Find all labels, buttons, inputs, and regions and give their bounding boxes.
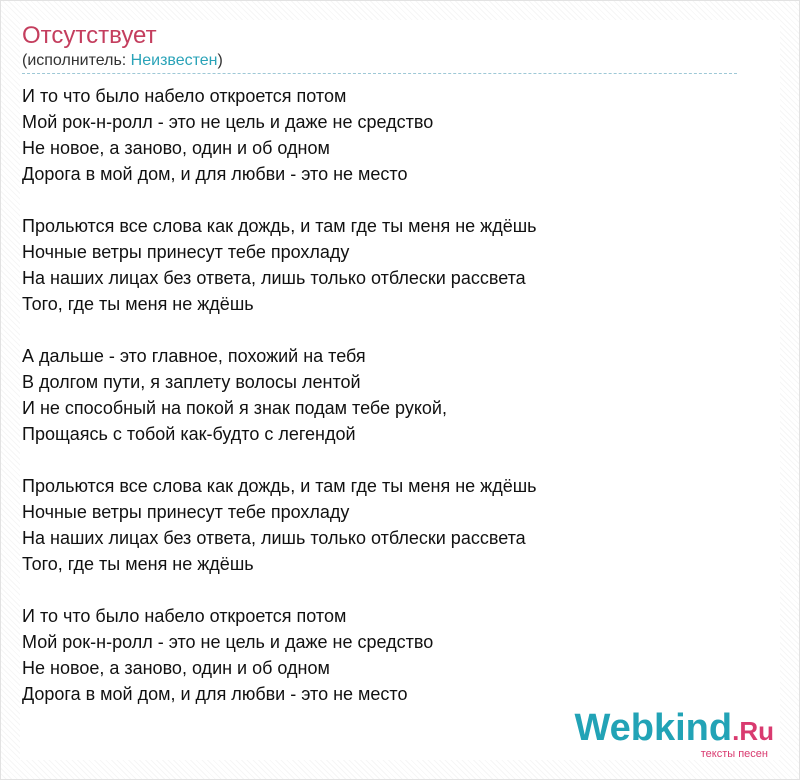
lyric-line: Мой рок-н-ролл - это не цель и даже не средство [22,632,434,652]
lyric-line: Ночные ветры принесут тебе прохладу [22,502,350,522]
lyric-line: Дорога в мой дом, и для любви - это не место [22,164,408,184]
lyric-line: В долгом пути, я заплету волосы лентой [22,372,361,392]
artist-link[interactable]: Неизвестен [130,52,218,69]
logo-wordmark [574,709,774,750]
lyric-line: Того, где ты меня не ждёшь [22,294,254,314]
meta-open: (исполнитель: [22,52,131,69]
logo-tagline: тексты песен [700,748,768,760]
lyric-line: Не новое, а заново, один и об одном [22,138,330,158]
song-meta [22,52,223,70]
lyric-line: И то что было набело откроется потом [22,606,347,626]
lyric-line: Мой рок-н-ролл - это не цель и даже не средство [22,112,434,132]
meta-close: ) [217,52,223,69]
lyric-line: Ночные ветры принесут тебе прохладу [22,242,350,262]
logo-tld: .Ru [732,716,774,746]
lyric-line: Прощаясь с тобой как-будто с легендой [22,424,356,444]
lyric-line: И не способный на покой я знак подам тебе рукой, [22,398,447,418]
lyric-line: А дальше - это главное, похожий на тебя [22,346,366,366]
stanza-gap [22,187,537,213]
lyric-line: Не новое, а заново, один и об одном [22,658,330,678]
lyric-line: Прольются все слова как дождь, и там где ты меня не ждёшь [22,216,537,236]
stanza-gap [22,317,537,343]
logo-name: Webkind [574,707,733,749]
lyric-line: На наших лицах без ответа, лишь только отблески рассвета [22,268,526,288]
site-logo[interactable] [574,709,774,760]
lyric-line: На наших лицах без ответа, лишь только отблески рассвета [22,528,526,548]
lyrics-block [22,83,537,707]
lyric-line: И то что было набело откроется потом [22,86,347,106]
song-title: Отсутствует [22,22,157,49]
lyric-line: Прольются все слова как дождь, и там где ты меня не ждёшь [22,476,537,496]
lyric-line: Того, где ты меня не ждёшь [22,554,254,574]
stanza-gap [22,577,537,603]
lyric-line: Дорога в мой дом, и для любви - это не место [22,684,408,704]
title-divider [22,73,737,74]
stanza-gap [22,447,537,473]
